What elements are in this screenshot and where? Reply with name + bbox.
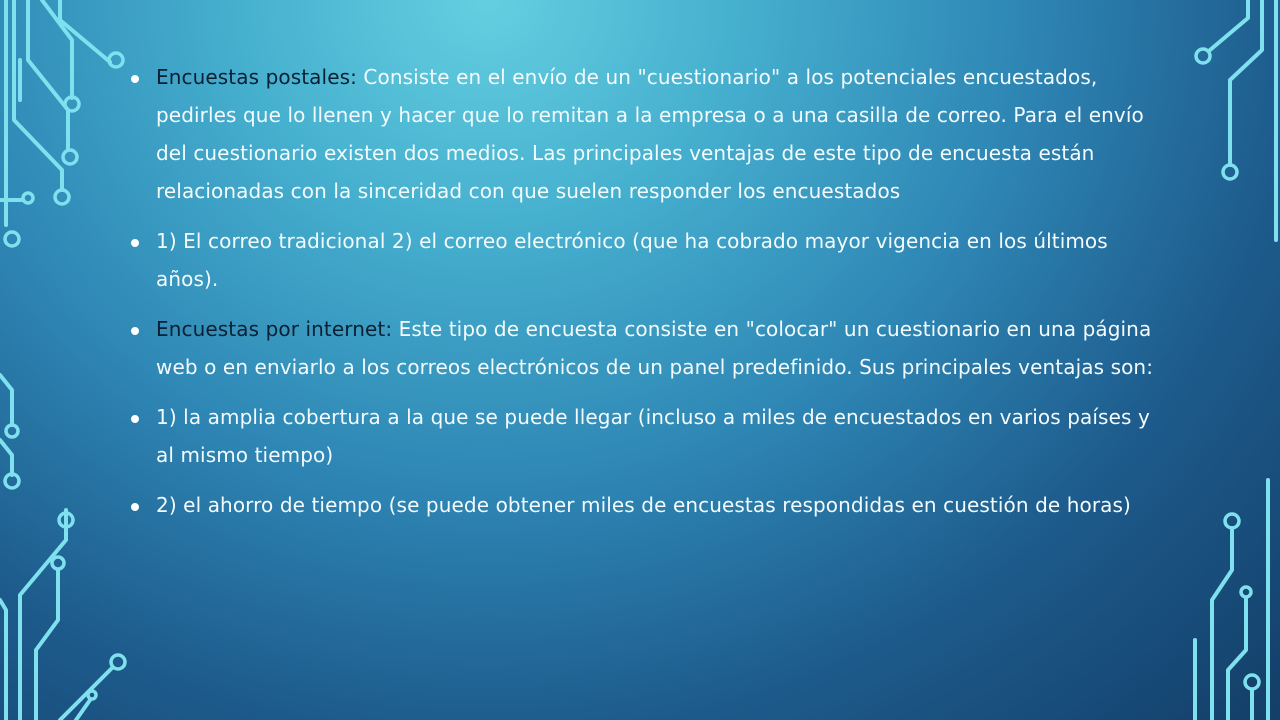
circuit-lines-right-top bbox=[1196, 0, 1276, 240]
circuit-lines-left-top bbox=[0, 0, 123, 246]
bullet-ventaja-tiempo bbox=[128, 486, 1168, 524]
bullet-list bbox=[128, 58, 1168, 536]
bullet-dot bbox=[131, 75, 139, 83]
bullet-text: Este tipo de encuesta consiste en "colocar" un cuestionario en una página web o en enviarlo a los correos electrónicos de un panel predefinido. Sus principales ventajas son: bbox=[156, 317, 1154, 379]
bullet-dot bbox=[131, 503, 139, 511]
bullet-dot bbox=[131, 415, 139, 423]
term-label: Encuestas postales bbox=[156, 65, 351, 89]
term-separator: : bbox=[385, 317, 393, 341]
bullet-ventaja-cobertura bbox=[128, 398, 1168, 474]
bullet-text: Consiste en el envío de un "cuestionario" a los potenciales encuestados, pedirles que lo llenen y hacer que lo remitan a la empresa o a una casilla de correo. Para el envío del cuestionario existen dos medios. Las principales ventajas de este tipo de encuesta están relacionadas con la sinceridad con que suelen responder los encuestados bbox=[156, 65, 1144, 203]
bullet-encuestas-postales bbox=[128, 58, 1168, 210]
term-separator: : bbox=[350, 65, 357, 89]
bullet-dot bbox=[131, 239, 139, 247]
bullet-text: 1) la amplia cobertura a la que se puede llegar (incluso a miles de encuestados en varios países y al mismo tiempo) bbox=[156, 405, 1150, 467]
bullet-text: 2) el ahorro de tiempo (se puede obtener miles de encuestas respondidas en cuestión de horas) bbox=[156, 493, 1131, 517]
circuit-lines-right-bottom bbox=[1195, 480, 1268, 720]
circuit-lines-left-bottom bbox=[0, 375, 125, 720]
bullet-dot bbox=[131, 327, 139, 335]
bullet-medios-correo bbox=[128, 222, 1168, 298]
bullet-text: 1) El correo tradicional 2) el correo electrónico (que ha cobrado mayor vigencia en los últimos años). bbox=[156, 229, 1108, 291]
term-label: Encuestas por internet bbox=[156, 317, 386, 341]
bullet-encuestas-internet bbox=[128, 310, 1168, 386]
